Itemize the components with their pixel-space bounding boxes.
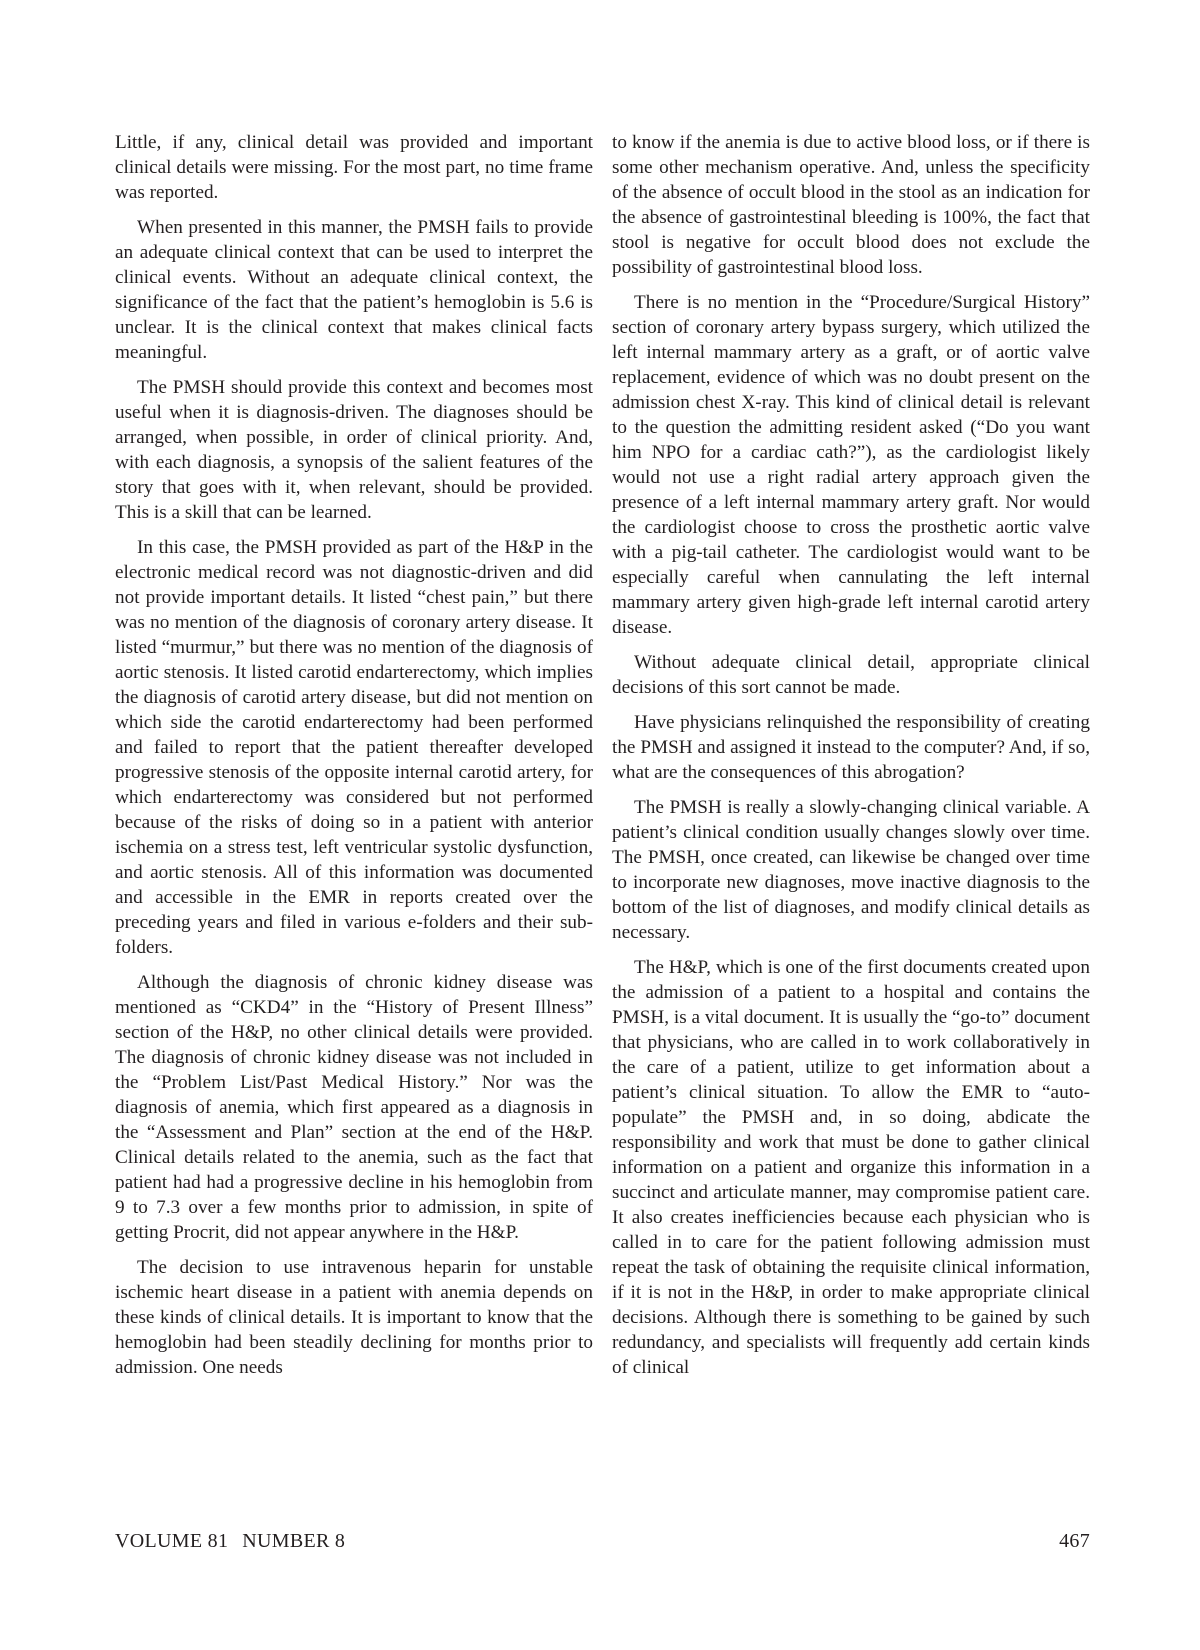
volume-label: VOLUME 81: [115, 1530, 229, 1552]
journal-issue: [115, 1530, 359, 1553]
paragraph: The PMSH is really a slowly-changing clinical variable. A patient’s clinical condition usually changes slowly over time. The PMSH, once created, can likewise be changed over time to incorporate new diagnoses, move inactive diagnosis to the bottom of the list of diagnoses, and modify clinical details as necessary.: [612, 797, 1090, 943]
paragraph: The H&P, which is one of the first documents created upon the admission of a patient to a hospital and contains the PMSH, is a vital document. It is usually the “go-to” document that physicians, who are called in to work collaboratively in the care of a patient, utilize to get information about a patient’s clinical situation. To allow the EMR to “auto-populate” the PMSH and, in so doing, abdicate the responsibility and work that must be done to gather clinical information on a patient and organize this information in a succinct and articulate manner, may compromise patient care. It also creates inefficiencies because each physician who is called in to care for the patient following admission must repeat the task of obtaining the requisite clinical information, if it is not in the H&P, in order to make appropriate clinical decisions. Although there is something to be gained by such redundancy, and specialists will frequently add certain kinds of clinical: [612, 957, 1090, 1378]
right-column: [612, 130, 1090, 1390]
paragraph: to know if the anemia is due to active blood loss, or if there is some other mechanism operative. And, unless the specificity of the absence of occult blood in the stool as an indication for the absence of gastrointestinal bleeding is 100%, the fact that stool is negative for occult blood does not exclude the possibility of gastrointestinal blood loss.: [612, 132, 1090, 278]
paragraph: The decision to use intravenous heparin for unstable ischemic heart disease in a patient with anemia depends on these kinds of clinical details. It is important to know that the hemoglobin had been steadily declining for months prior to admission. One needs: [115, 1257, 593, 1378]
paragraph: There is no mention in the “Procedure/Surgical History” section of coronary artery bypass surgery, which utilized the left internal mammary artery as a graft, or of aortic valve replacement, evidence of which was no doubt present on the admission chest X-ray. This kind of clinical detail is relevant to the question the admitting resident asked (“Do you want him NPO for a cardiac cath?”), as the cardiologist likely would not use a right radial artery approach given the presence of a left internal mammary artery graft. Nor would the cardiologist choose to cross the prosthetic aortic valve with a pig-tail catheter. The cardiologist would want to be especially careful when cannulating the left internal mammary artery given high-grade left internal carotid artery disease.: [612, 292, 1090, 638]
paragraph: When presented in this manner, the PMSH fails to provide an adequate clinical context that can be used to interpret the clinical events. Without an adequate clinical context, the significance of the fact that the patient’s hemoglobin is 5.6 is unclear. It is the clinical context that makes clinical facts meaningful.: [115, 217, 593, 363]
left-column: [115, 130, 593, 1390]
paragraph: Have physicians relinquished the responsibility of creating the PMSH and assigned it instead to the computer? And, if so, what are the consequences of this abrogation?: [612, 712, 1090, 783]
page-footer: [115, 1530, 1090, 1560]
paragraph: In this case, the PMSH provided as part of the H&P in the electronic medical record was not diagnostic-driven and did not provide important details. It listed “chest pain,” but there was no mention of the diagnosis of coronary artery disease. It listed “murmur,” but there was no mention of the diagnosis of aortic stenosis. It listed carotid endarterectomy, which implies the diagnosis of carotid artery disease, but did not mention on which side the carotid endarterectomy had been performed and failed to report that the patient thereafter developed progressive stenosis of the opposite internal carotid artery, for which endarterectomy was considered but not performed because of the risks of doing so in a patient with anterior ischemia on a stress test, left ventricular systolic dysfunction, and aortic stenosis. All of this information was documented and accessible in the EMR in reports created over the preceding years and filed in various e-folders and their sub-folders.: [115, 537, 593, 958]
paragraph: Without adequate clinical detail, appropriate clinical decisions of this sort cannot be made.: [612, 652, 1090, 698]
paragraph: Little, if any, clinical detail was provided and important clinical details were missing. For the most part, no time frame was reported.: [115, 132, 593, 203]
page-number: 467: [1059, 1530, 1090, 1552]
paragraph: Although the diagnosis of chronic kidney disease was mentioned as “CKD4” in the “History of Present Illness” section of the H&P, no other clinical details were provided. The diagnosis of chronic kidney disease was not included in the “Problem List/Past Medical History.” Nor was the diagnosis of anemia, which first appeared as a diagnosis in the “Assessment and Plan” section at the end of the H&P. Clinical details related to the anemia, such as the fact that patient had had a progressive decline in his hemoglobin from 9 to 7.3 over a few months prior to admission, in spite of getting Procrit, did not appear anywhere in the H&P.: [115, 972, 593, 1243]
paragraph: The PMSH should provide this context and becomes most useful when it is diagnosis-driven. The diagnoses should be arranged, when possible, in order of clinical priority. And, with each diagnosis, a synopsis of the salient features of the story that goes with it, when relevant, should be provided. This is a skill that can be learned.: [115, 377, 593, 523]
number-label: NUMBER 8: [242, 1530, 346, 1552]
